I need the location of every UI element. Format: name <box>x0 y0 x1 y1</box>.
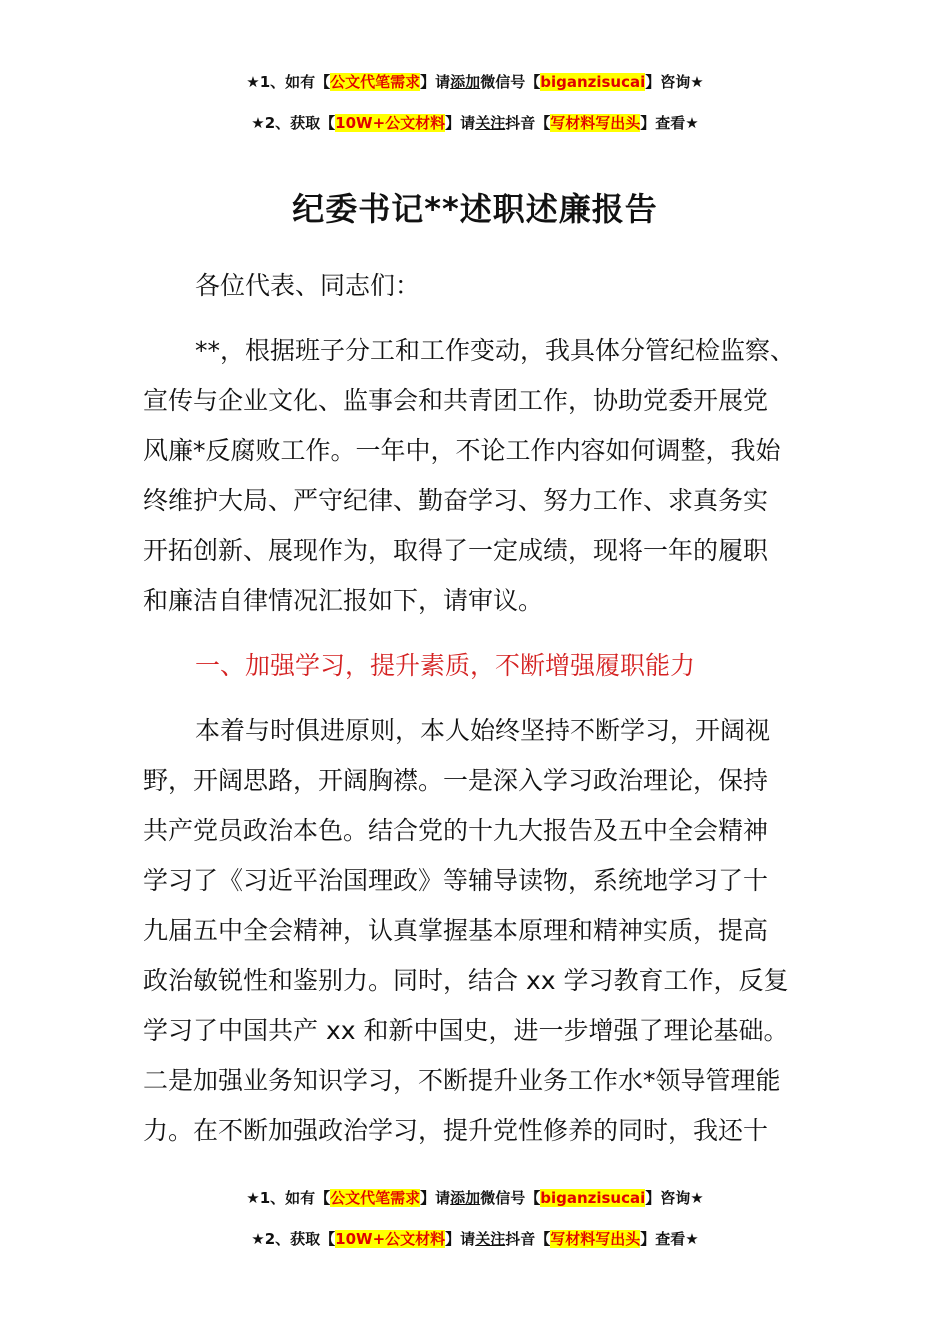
banner-text: 抖音【 <box>505 1230 551 1248</box>
wechat-id: biganzisucai <box>540 1189 646 1207</box>
banner-text: 微信号【 <box>480 73 541 91</box>
salutation: 各位代表、同志们： <box>195 271 421 300</box>
underlined-text: 添加 <box>450 73 481 91</box>
banner-text: 】查看 <box>640 114 686 132</box>
section-1-heading: 一、加强学习，提升素质，不断增强履职能力 <box>195 651 696 680</box>
star-icon: ★ <box>685 114 699 132</box>
intro-paragraph <box>143 326 823 626</box>
star-icon: ★ <box>246 73 260 91</box>
underlined-text: 添加 <box>450 1189 481 1207</box>
wechat-id: biganzisucai <box>540 73 646 91</box>
text-line: 力。在不断加强政治学习，提升党性修养的同时，我还十 <box>143 1116 769 1145</box>
banner-line-1 <box>0 71 950 93</box>
text-line: 和廉洁自律情况汇报如下，请审议。 <box>143 586 544 615</box>
banner-text: 】请 <box>445 1230 476 1248</box>
star-icon: ★ <box>251 114 265 132</box>
text-line: 学习了中国共产 xx 和新中国史，进一步增强了理论基础。 <box>143 1016 789 1045</box>
star-icon: ★ <box>690 1189 704 1207</box>
highlight-text: 10W+公文材料 <box>335 114 446 132</box>
star-icon: ★ <box>246 1189 260 1207</box>
document-title: 纪委书记**述职述廉报告 <box>292 190 658 228</box>
star-icon: ★ <box>251 1230 265 1248</box>
douyin-id: 写材料写出头 <box>550 1230 641 1248</box>
banner-line-1 <box>0 1187 950 1209</box>
text-line: 本着与时俱进原则，本人始终坚持不断学习，开阔视 <box>195 716 771 745</box>
banner-text: 1、如有【 <box>259 73 331 91</box>
underlined-text: 关注 <box>475 114 506 132</box>
underlined-text: 关注 <box>475 1230 506 1248</box>
text-line: 政治敏锐性和鉴别力。同时，结合 xx 学习教育工作，反复 <box>143 966 789 995</box>
text-line: 共产党员政治本色。结合党的十九大报告及五中全会精神 <box>143 816 769 845</box>
text-line: 终维护大局、严守纪律、勤奋学习、努力工作、求真务实 <box>143 486 769 515</box>
banner-line-2 <box>0 1228 950 1250</box>
banner-text: 】请 <box>420 73 451 91</box>
banner-text: 】咨询 <box>645 73 691 91</box>
banner-text: 】查看 <box>640 1230 686 1248</box>
section-1-paragraph <box>143 706 823 1156</box>
text-line: 宣传与企业文化、监事会和共青团工作，协助党委开展党 <box>143 386 769 415</box>
banner-line-2 <box>0 112 950 134</box>
banner-text: 2、获取【 <box>264 1230 336 1248</box>
highlight-text: 10W+公文材料 <box>335 1230 446 1248</box>
highlight-text: 公文代笔需求 <box>330 73 421 91</box>
douyin-id: 写材料写出头 <box>550 114 641 132</box>
text-line: 风廉*反腐败工作。一年中，不论工作内容如何调整，我始 <box>143 436 781 465</box>
text-line: 九届五中全会精神，认真掌握基本原理和精神实质，提高 <box>143 916 769 945</box>
banner-text: 微信号【 <box>480 1189 541 1207</box>
star-icon: ★ <box>685 1230 699 1248</box>
text-line: 开拓创新、展现作为，取得了一定成绩，现将一年的履职 <box>143 536 769 565</box>
text-line: 野，开阔思路，开阔胸襟。一是深入学习政治理论，保持 <box>143 766 769 795</box>
text-line: 二是加强业务知识学习，不断提升业务工作水*领导管理能 <box>143 1066 781 1095</box>
banner-text: 】请 <box>445 114 476 132</box>
banner-text: 1、如有【 <box>259 1189 331 1207</box>
banner-text: 】咨询 <box>645 1189 691 1207</box>
highlight-text: 公文代笔需求 <box>330 1189 421 1207</box>
text-line: **，根据班子分工和工作变动，我具体分管纪检监察、 <box>195 336 796 365</box>
banner-text: 2、获取【 <box>264 114 336 132</box>
text-line: 学习了《习近平治国理政》等辅导读物，系统地学习了十 <box>143 866 769 895</box>
star-icon: ★ <box>690 73 704 91</box>
banner-text: 】请 <box>420 1189 451 1207</box>
banner-text: 抖音【 <box>505 114 551 132</box>
